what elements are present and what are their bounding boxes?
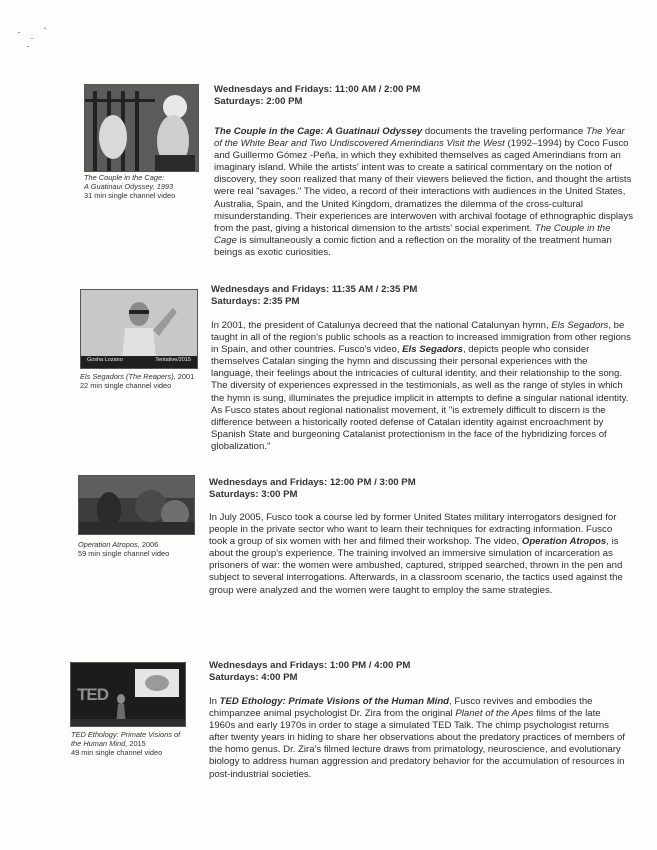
caption-year: 2015	[127, 739, 146, 748]
desc-work-title: Els Segadors	[551, 320, 609, 331]
desc-text: In 2001, the president of Catalunya decreed that the national Catalunyan hymn,	[211, 320, 552, 331]
ted-logo: TED	[77, 685, 108, 704]
thumbnail-overlay-tag: Tentative/2015	[155, 357, 191, 363]
desc-work-title: TED Ethology: Primate Visions of the Human Mind	[219, 696, 450, 707]
weekday-times: Wednesdays and Fridays: 11:35 AM / 2:35 PM	[211, 284, 418, 295]
desc-text: In	[209, 696, 220, 707]
saturday-times: Saturdays: 3:00 PM	[209, 489, 298, 500]
caption-details: 31 min single channel video	[84, 191, 176, 200]
desc-text: documents the traveling performance	[422, 126, 586, 137]
video-caption	[71, 730, 201, 757]
caption-year: 2006	[139, 540, 159, 549]
caption-details: 59 min single channel video	[78, 549, 170, 558]
caption-title-cont: the Human Mind,	[71, 739, 128, 748]
saturday-times: Saturdays: 4:00 PM	[209, 672, 298, 683]
desc-work-title: Operation Atropos	[521, 536, 607, 548]
desc-text: films of the late 1960s and early 1970s in order to stage a simulated TED Talk. The chimp psychologist returns after twenty years in hiding to share her observations about the predatory practices of members of the homo genus. Dr. Zira's filmed lecture draws from primatology, neuroscience, and evolutionary biology to address human aggression and predatory behavior for the accumulation of resources in post-industrial societies.	[209, 708, 625, 780]
desc-film-title: Planet of the Apes	[455, 708, 534, 720]
weekday-times: Wednesdays and Fridays: 11:00 AM / 2:00 PM	[214, 84, 421, 95]
weekday-times: Wednesdays and Fridays: 12:00 PM / 3:00 PM	[209, 477, 416, 488]
desc-text: , is about the group's experience. The training involved an immersive simulation of incarceration as prisoners of war: the women were ambushed, captured, stripped searched, thrown in the pen and subject to several interrogations. Afterwards, in a classroom scenario, the tactics used against the group were analyzed and the women were taught to employ the same strategies.	[209, 536, 623, 596]
video-description	[209, 696, 629, 781]
caption-title-year: A Guatinaui Odyssey, 1993	[84, 182, 174, 191]
desc-work-title: The Couple in the Cage	[214, 222, 611, 246]
caption-title: Els Segadors (The Reapers),	[80, 372, 176, 381]
desc-title: The Couple in the Cage: A Guatinaui Odyssey	[214, 126, 423, 137]
desc-text: (1992–1994) by Coco Fusco and Guillermo Gómez -Peña, in which they exhibited themselves as caged Amerindians from an imaginary island. While the artists' intent was to create a satirical commentary on the notion of discovery, they soon realized that many of their viewers believed the fiction, and thought the artists were real "savages." The video, a record of their interactions with audiences in the United States, Australia, Spain, and the United Kingdom, dramatizes the dilemma of the cross-cultural misunderstanding. Their experiences are interwoven with archival footage of ethnographic displays from the past, giving a historical dimension to the artists' social experiment.	[214, 138, 633, 234]
screening-schedule	[209, 660, 629, 684]
desc-text: , be taught in all of the region's public schools as a reaction to increased immigration from other regions in Spain, and other countries. Fusco's video,	[211, 320, 631, 356]
caption-year: 2001	[175, 372, 195, 381]
thumbnail-overlay-name: Gosha Lozano	[87, 357, 123, 363]
desc-text: is simultaneously a comic fiction and a reflection on the morality of the treatment human beings as exotic curiosities.	[214, 234, 612, 258]
desc-work-title: The Year of the White Bear and Two Undiscovered Amerindians Visit the West	[214, 126, 625, 150]
desc-text: In July 2005, Fusco took a course led by former United States military interrogators designed for people in the private sector who want to learn their techniques for extracting information. Fusco took a group of six women with her and filmed their workshop. The video,	[209, 512, 617, 548]
desc-text: , depicts people who consider themselves Catalan singing the hymn and discussing their personal experiences with the language, their feelings about the intricacies of cultural identity, and their relationship to the song. The diversity of experiences expressed in the testimonials, as well as the range of styles in which the hymn is sung, illuminates the prejudice implicit in attempts to define a singular national identity. As Fusco states about regional nationalist movement, it "is extremely difficult to discern is the difference between a historically rooted defense of Catalan identity against encroachment by Spanish State and burgeoning Catalanist protectionism in the face of the hybridizing forces of globalization."	[211, 344, 629, 452]
caption-title: Operation Atropos,	[78, 540, 140, 549]
caption-title: The Couple in the Cage:	[84, 173, 165, 182]
saturday-times: Saturdays: 2:00 PM	[214, 96, 303, 107]
weekday-times: Wednesdays and Fridays: 1:00 PM / 4:00 PM	[209, 660, 411, 671]
caption-details: 49 min single channel video	[71, 748, 163, 757]
video-thumbnail	[70, 662, 186, 727]
caption-details: 22 min single channel video	[80, 381, 172, 390]
saturday-times: Saturdays: 2:35 PM	[211, 296, 300, 307]
desc-text: , Fusco revives and embodies the chimpanzee animal psychologist Dr. Zira from the original	[209, 696, 593, 720]
caption-title: TED Ethology: Primate Visions of	[71, 730, 181, 739]
desc-work-title: Els Segadors	[402, 344, 463, 356]
